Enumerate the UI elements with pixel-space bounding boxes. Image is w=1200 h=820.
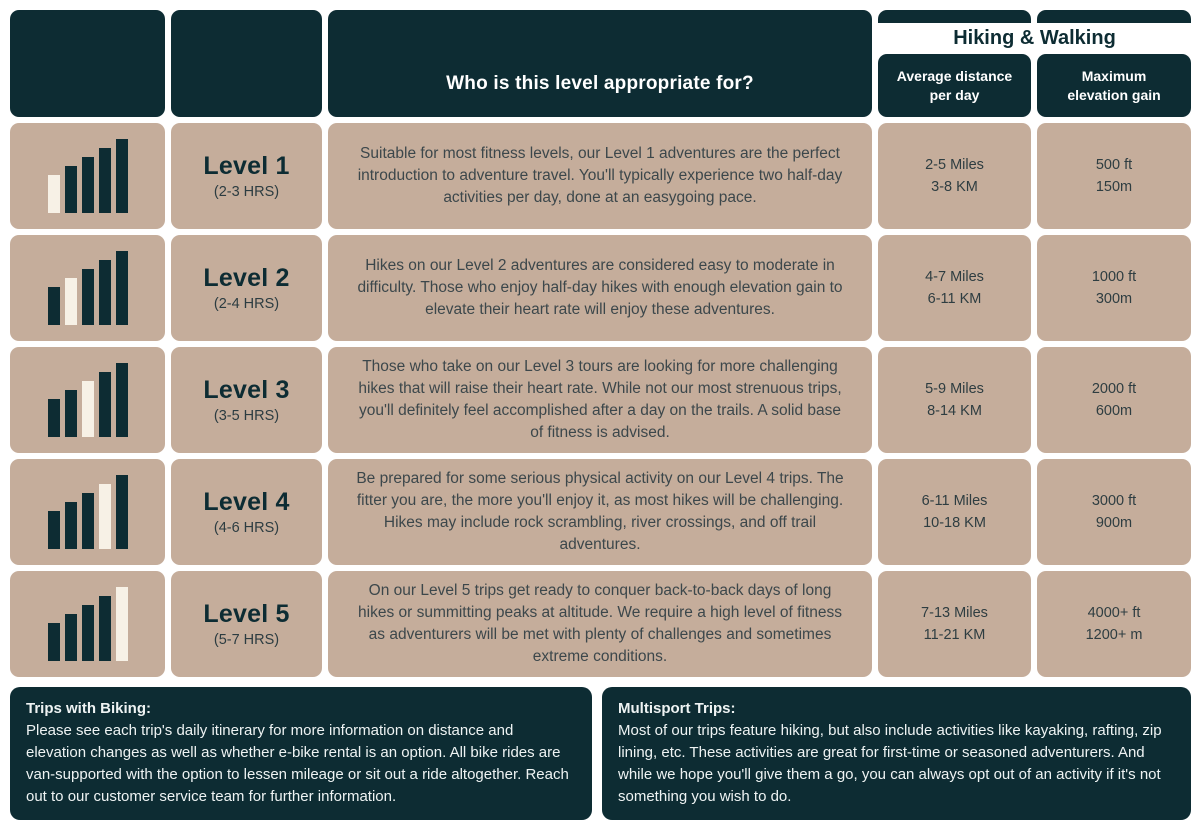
level-name-cell bbox=[171, 571, 322, 677]
header-question-cell bbox=[328, 10, 872, 117]
distance-miles: 2-5 Miles bbox=[925, 156, 984, 173]
distance-column-cap bbox=[878, 10, 1031, 23]
level-name-cell bbox=[171, 459, 322, 565]
biking-note bbox=[10, 687, 592, 820]
level-bar bbox=[48, 511, 60, 549]
level-hours: (3-5 HRS) bbox=[213, 408, 280, 424]
level-bar bbox=[82, 157, 94, 213]
header-elevation-line1: Maximum bbox=[1081, 68, 1147, 85]
level-description-cell bbox=[328, 123, 872, 229]
hiking-walking-title: Hiking & Walking bbox=[878, 23, 1191, 54]
level-bar bbox=[65, 502, 77, 549]
level-bar bbox=[65, 390, 77, 437]
level-hours: (4-6 HRS) bbox=[213, 520, 280, 536]
distance-cell bbox=[878, 123, 1031, 229]
distance-km: 8-14 KM bbox=[927, 403, 982, 419]
biking-note-title: Trips with Biking: bbox=[26, 700, 152, 717]
level-name-cell bbox=[171, 123, 322, 229]
level-hours: (5-7 HRS) bbox=[213, 632, 280, 648]
elevation-cell bbox=[1037, 571, 1191, 677]
elevation-feet: 4000+ ft bbox=[1087, 604, 1141, 621]
level-hours: (2-3 HRS) bbox=[213, 184, 280, 200]
elevation-meters: 1200+ m bbox=[1085, 627, 1143, 643]
header-icon-spacer bbox=[10, 10, 165, 117]
level-bar bbox=[82, 269, 94, 325]
distance-cell bbox=[878, 347, 1031, 453]
elevation-feet: 2000 ft bbox=[1091, 380, 1137, 397]
active-level-bar bbox=[116, 587, 128, 661]
level-description-cell bbox=[328, 235, 872, 341]
level-description: On our Level 5 trips get ready to conquer back-to-back days of long hikes or summitting peaks at altitude. We require a high level of fitness as adventurers will be met with plenty of challenges and sometimes extreme conditions. bbox=[358, 582, 842, 665]
difficulty-bars-icon bbox=[48, 363, 128, 437]
elevation-meters: 300m bbox=[1095, 291, 1133, 307]
elevation-feet: 1000 ft bbox=[1091, 268, 1137, 285]
header-distance-cell bbox=[878, 54, 1031, 117]
elevation-cell bbox=[1037, 235, 1191, 341]
header-elevation-line2: elevation gain bbox=[1067, 86, 1161, 103]
elevation-cell bbox=[1037, 123, 1191, 229]
level-bar bbox=[116, 251, 128, 325]
elevation-meters: 600m bbox=[1095, 403, 1133, 419]
elevation-feet: 500 ft bbox=[1095, 156, 1133, 173]
difficulty-bars-icon bbox=[48, 587, 128, 661]
level-bars-cell bbox=[10, 571, 165, 677]
elevation-feet: 3000 ft bbox=[1091, 492, 1137, 509]
distance-miles: 5-9 Miles bbox=[925, 380, 984, 397]
level-description-cell bbox=[328, 459, 872, 565]
level-bar bbox=[116, 475, 128, 549]
distance-cell bbox=[878, 571, 1031, 677]
multisport-note-title: Multisport Trips: bbox=[618, 700, 736, 717]
distance-km: 11-21 KM bbox=[923, 627, 986, 643]
level-bars-cell bbox=[10, 123, 165, 229]
header-distance-line1: Average distance bbox=[896, 68, 1013, 85]
active-level-bar bbox=[65, 278, 77, 325]
level-bar bbox=[99, 596, 111, 661]
active-level-bar bbox=[48, 175, 60, 213]
level-name: Level 4 bbox=[203, 488, 290, 516]
level-bar bbox=[82, 605, 94, 661]
level-bar bbox=[99, 148, 111, 213]
level-hours: (2-4 HRS) bbox=[213, 296, 280, 312]
footer-notes bbox=[10, 687, 1190, 820]
level-description-cell bbox=[328, 571, 872, 677]
multisport-note bbox=[602, 687, 1191, 820]
level-bar bbox=[82, 493, 94, 549]
level-bar bbox=[48, 399, 60, 437]
level-bar bbox=[65, 614, 77, 661]
active-level-bar bbox=[99, 484, 111, 549]
elevation-column-cap bbox=[1037, 10, 1191, 23]
level-bar bbox=[116, 363, 128, 437]
header-distance-line2: per day bbox=[929, 86, 980, 103]
distance-km: 6-11 KM bbox=[927, 291, 982, 307]
multisport-note-body: Most of our trips feature hiking, but also include activities like kayaking, rafting, zip lining, etc. These activities are great for first-time or seasoned adventurers. And while we hope you'll give them a go, you can always opt out of an activity if it's not something you wish to do. bbox=[618, 722, 1162, 806]
level-name: Level 1 bbox=[203, 152, 290, 180]
level-bar bbox=[116, 139, 128, 213]
difficulty-bars-icon bbox=[48, 251, 128, 325]
level-bar bbox=[65, 166, 77, 213]
distance-km: 3-8 KM bbox=[931, 179, 978, 195]
level-bars-cell bbox=[10, 347, 165, 453]
elevation-meters: 900m bbox=[1095, 515, 1133, 531]
level-name: Level 3 bbox=[203, 376, 290, 404]
level-bar bbox=[48, 623, 60, 661]
elevation-cell bbox=[1037, 459, 1191, 565]
biking-note-body: Please see each trip's daily itinerary for more information on distance and elevation changes as well as whether e-bike rental is an option. All bike rides are van-supported with the option to lessen mileage or sit out a ride altogether. Reach out to our customer service team for further information. bbox=[26, 722, 569, 806]
level-description-cell bbox=[328, 347, 872, 453]
level-bars-cell bbox=[10, 459, 165, 565]
distance-miles: 6-11 Miles bbox=[921, 492, 988, 509]
level-description: Be prepared for some serious physical activity on our Level 4 trips. The fitter you are, the more you'll enjoy it, as most hikes will be challenging. Hikes may include rock scrambling, river crossings, and off trail adventures. bbox=[356, 470, 844, 553]
distance-cell bbox=[878, 459, 1031, 565]
header-question-label: Who is this level appropriate for? bbox=[446, 73, 754, 94]
difficulty-bars-icon bbox=[48, 139, 128, 213]
level-description: Those who take on our Level 3 tours are looking for more challenging hikes that will raise their heart rate. While not our most strenuous trips, you'll definitely feel accomplished after a day on the trails. A solid base of fitness is advised. bbox=[358, 358, 842, 441]
level-description: Suitable for most fitness levels, our Level 1 adventures are the perfect introduction to adventure travel. You'll typically experience two half-day activities per day, done at an easygoing pace. bbox=[357, 145, 843, 206]
distance-miles: 4-7 Miles bbox=[925, 268, 984, 285]
level-bar bbox=[99, 372, 111, 437]
level-bar bbox=[99, 260, 111, 325]
header-elevation-cell bbox=[1037, 54, 1191, 117]
hiking-walking-header-group bbox=[878, 10, 1191, 117]
level-name-cell bbox=[171, 347, 322, 453]
level-bar bbox=[48, 287, 60, 325]
elevation-cell bbox=[1037, 347, 1191, 453]
distance-cell bbox=[878, 235, 1031, 341]
header-level-spacer bbox=[171, 10, 322, 117]
difficulty-bars-icon bbox=[48, 475, 128, 549]
level-name: Level 5 bbox=[203, 600, 290, 628]
distance-miles: 7-13 Miles bbox=[921, 604, 988, 621]
elevation-meters: 150m bbox=[1095, 179, 1133, 195]
level-name: Level 2 bbox=[203, 264, 290, 292]
level-name-cell bbox=[171, 235, 322, 341]
distance-km: 10-18 KM bbox=[923, 515, 986, 531]
active-level-bar bbox=[82, 381, 94, 437]
levels-table bbox=[10, 10, 1191, 677]
level-description: Hikes on our Level 2 adventures are considered easy to moderate in difficulty. Those who enjoy half-day hikes with enough elevation gain to elevate their heart rate will enjoy these adventures. bbox=[357, 257, 843, 318]
level-bars-cell bbox=[10, 235, 165, 341]
